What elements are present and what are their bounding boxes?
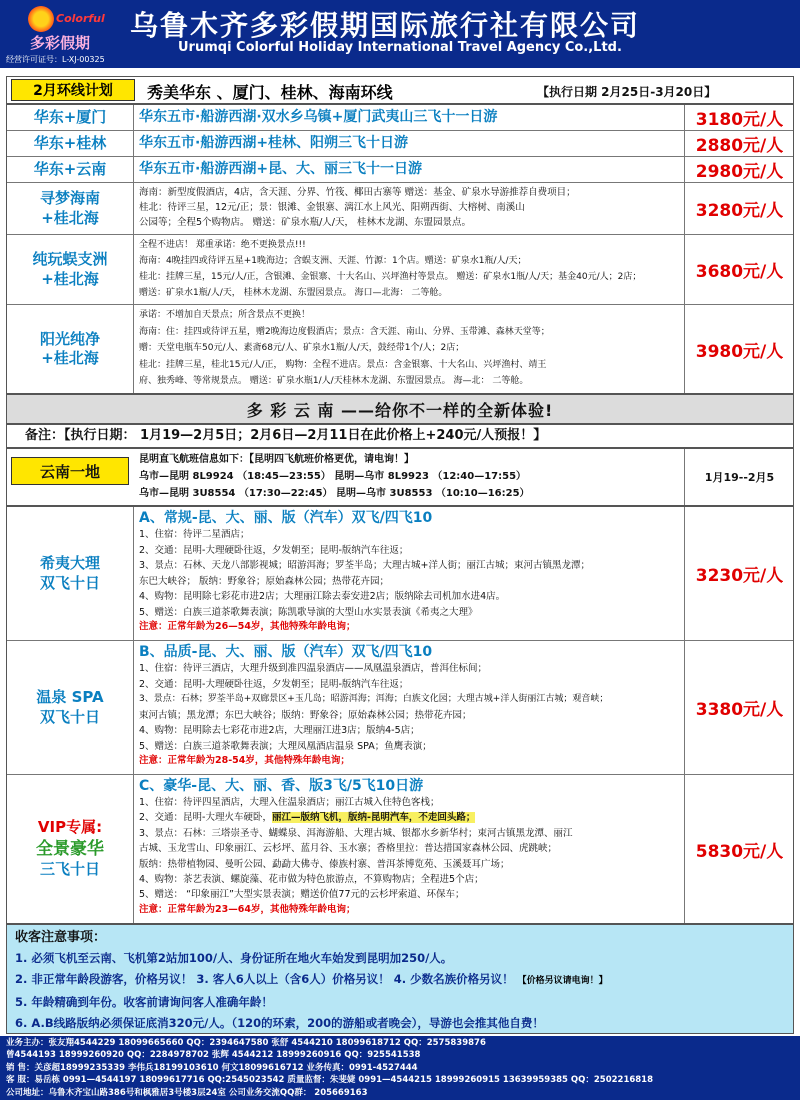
yunnan-one-tag: 云南一地 — [11, 457, 129, 485]
package-line: 承诺：不增加自天景点；所含景点不更换！ — [139, 310, 311, 320]
company-logo — [10, 4, 120, 50]
notice-line: 1. 必须飞机至云南、飞机第2站加100/人、身份证所在地火车始发到昆明加250/人。 — [15, 951, 453, 965]
package-line: 赠：天堂电瓶车50元/人、素斋68元/人、矿泉水1瓶/人/天，鼓经带1个/人；2店； — [139, 343, 465, 353]
age-note: 注意：正常年龄为26—54岁，其他特殊年龄电询； — [139, 620, 680, 634]
package-line: 1、住宿：待评二星酒店； — [139, 529, 250, 540]
route-desc: 华东五市·船游西湖+昆、大、丽三飞十一日游 — [139, 161, 423, 177]
brand-en: Colorful — [56, 12, 105, 25]
package-title: A、常规-昆、大、丽、版（汽车）双飞/四飞10 — [139, 510, 433, 526]
package-line: 1、住宿：待评三酒店，大理升级到准四温泉酒店——凤凰温泉酒店，普洱住标间； — [139, 663, 488, 674]
package-line: 2、交通：昆明-大理火车硬卧，丽江—版纳飞机，版纳-昆明汽车，不走回头路； — [139, 812, 476, 824]
package-line: 4、购物：昆明除去七彩花市进2店，大理丽江进3店；版纳4-5店； — [139, 725, 420, 736]
package-name: VIP专属: 全景豪华 三飞十日 — [7, 775, 134, 923]
age-note: 注意：正常年龄为28-54岁，其他特殊年龄电询； — [139, 754, 680, 768]
yunnan-banner: 多 彩 云 南 ——给你不一样的全新体验! — [6, 394, 794, 424]
package-name: 纯玩蜈支洲 +桂北海 — [7, 235, 134, 304]
route-name: 华东+桂林 — [7, 131, 134, 156]
route-table — [6, 104, 794, 394]
package-line: 束河古镇；黑龙潭；东巴大峡谷；版纳：野象谷；原始森林公园；热带花卉园； — [139, 709, 472, 721]
notice-line: 5. 年龄精确到年份。收客前请询问客人准确年龄！ — [15, 995, 273, 1009]
table-row — [7, 235, 793, 305]
package-line: 海南：新型度假酒店，4店，含天涯、分界、竹筏、椰田古寨等 赠送：基金、矿泉水导游推荐自费项目； — [139, 187, 576, 198]
flight-date: 1月19--2月5 — [704, 471, 775, 484]
age-note: 注意：正常年龄为23—64岁，其他特殊年龄电询； — [139, 903, 680, 917]
header — [0, 0, 800, 68]
footer-line: 销 售：关彦超18999235339 李伟兵18199103610 何文18099616712 业务传真：0991-4527444 — [6, 1062, 418, 1073]
route-name: 华东+云南 — [7, 157, 134, 182]
table-row — [7, 105, 793, 131]
flight-info — [135, 449, 685, 505]
route-price: 2880元/人 — [695, 136, 784, 156]
table-row — [7, 131, 793, 157]
route-name: 华东+厦门 — [7, 105, 134, 130]
package-line: 5、赠送：白族三道茶歌舞表演；大理凤凰酒店温泉 SPA；鱼鹰表演； — [139, 740, 432, 752]
notice-line: 6. A.B线路版纳必须保证底消320元/人。（120的环索，200的游船或者晚会），导游也会推其他自费！ — [15, 1016, 544, 1030]
package-line: 海南：住：挂四或待评五星，赠2晚海边度假酒店；景点：含天涯、南山、分界、玉带滩、森林天堂等； — [139, 326, 550, 337]
feb-plan-date: 【执行日期 2月25日-3月20日】 — [537, 85, 717, 99]
package-line: 5、赠送：白族三道茶歌舞表演；陈凯歌导演的大型山水实景表演《希夷之大理》 — [139, 606, 478, 618]
feb-plan-title: 秀美华东 、厦门、桂林、海南环线 — [147, 83, 393, 102]
feb-plan-bar — [6, 76, 794, 104]
route-price: 3180元/人 — [695, 110, 784, 130]
package-line: 版纳：热带植物园、曼听公园、勐勐大佛寺、傣族村寨、普洱茶博览苑、玉溪聂耳广场； — [139, 858, 510, 870]
route-desc: 华东五市·船游西湖+桂林、阳朔三飞十日游 — [139, 135, 409, 151]
package-line: 桂北：挂牌三星，15元/人/正，含银滩、金银寨、十大名山、兴坪渔村等景点。 赠送：矿泉水1瓶/人/天；基金40元/人；2店； — [139, 272, 642, 282]
package-line: 桂北：挂牌三星，桂北15元/人/正， 购物：全程不进店。景点：含金银寨、十大名山、兴坪渔村、靖王 — [139, 359, 547, 370]
package-line: 3、景点：石林：三塔崇圣寺、蝴蝶泉、洱海游船、大理古城、银都水乡新华村；束河古镇黑龙潭、丽江 — [139, 827, 573, 839]
package-name: 希夷大理 双飞十日 — [7, 507, 134, 640]
package-line: 古城、玉龙雪山、印象丽江、云杉坪、蓝月谷、玉水寨；香格里拉：普达措国家森林公园、虎跳峡； — [139, 843, 558, 855]
package-price: 3980元/人 — [695, 341, 784, 362]
yunnan-remark: 备注：【执行日期： 1月19—2月5日；2月6日—2月11日在此价格上+240元/人预报！】 — [6, 424, 794, 448]
package-line: 公园等；全程5个购物店。 赠送：矿泉水瓶/人/天， 桂林木龙湖、东盟园景点。 — [139, 217, 471, 228]
feb-plan-tag: 2月环线计划 — [11, 79, 135, 101]
package-line: 海南：4晚挂四或待评五星+1晚海边；含蜈支洲、天涯、竹源：1个店。赠送：矿泉水1瓶/人/天； — [139, 256, 527, 266]
footer-contacts — [0, 1036, 800, 1100]
package-name: 寻梦海南 +桂北海 — [7, 183, 134, 234]
package-line: 2、交通：昆明-大理硬卧往返，夕发朝至；昆明-版纳汽车往返； — [139, 544, 409, 556]
company-title-en: Urumqi Colorful Holiday International Travel Agency Co.,Ltd. — [178, 40, 622, 55]
yunnan-flight-block — [6, 448, 794, 506]
notice-line: 2. 非正常年龄段游客，价格另议！ 3. 客人6人以上（含6人）价格另议！ 4. 少数名族价格另议！ 【价格另议请电询！】 — [15, 972, 608, 986]
notice-box — [6, 924, 794, 1034]
yunnan-packages — [6, 506, 794, 924]
package-price: 3280元/人 — [695, 201, 784, 221]
package-line: 府、独秀峰、等常规景点。 赠送：矿泉水瓶1/人/天桂林木龙湖、东盟园景点。 海—北： 二等舱。 — [139, 376, 529, 386]
license-number: 经营许可证号：L-XJ-00325 — [6, 55, 105, 64]
footer-line: 客 服：易岳栋 0991—4544197 18099617716 QQ:2545023542 质量监督：朱斐婕 0991—4544215 18999260915 13639959385 QQ：2502216818 — [6, 1075, 654, 1086]
footer-line: 曾4544193 18999260920 QQ：2284978702 张辉 4544212 18999260916 QQ：925541538 — [6, 1050, 421, 1061]
flight-line: 乌市—昆明 3U8554 （17:30—22:45） 昆明—乌市 3U8553 （10:10—16:25） — [139, 488, 530, 499]
package-line: 3、景点：石林、天龙八部影视城；昭游洱海；罗荃半岛；大理古城+洋人街；丽江古城；束河古镇黑龙潭； — [139, 560, 591, 571]
footer-line: 公司地址：乌鲁木齐宝山路386号和枫雅居3号楼3层24室 公司业务交流QQ群： 205669163 — [6, 1087, 368, 1098]
package-price: 5830元/人 — [695, 841, 784, 862]
table-row — [7, 507, 793, 641]
route-desc: 华东五市·船游西湖·双水乡乌镇+厦门武夷山三飞十一日游 — [139, 109, 498, 125]
package-title: B、品质-昆、大、丽、版（汽车）双飞/四飞10 — [139, 644, 433, 660]
package-line: 桂北：待评三星，12元/正；景：银滩、金银寨、漓江水上风光、阳朔西街、大榕树、南溪山 — [139, 202, 525, 213]
package-line: 赠送：矿泉水1瓶/人/天， 桂林木龙湖、东盟园景点。 海口—北海： 二等舱。 — [139, 288, 448, 298]
table-row — [7, 183, 793, 235]
table-row — [7, 775, 793, 923]
package-name: 温泉 SPA 双飞十日 — [7, 641, 134, 774]
package-price: 3380元/人 — [695, 700, 784, 720]
notice-title: 收客注意事项： — [15, 930, 107, 945]
brand-cn: 多彩假期 — [30, 34, 91, 52]
package-name: 阳光纯净 +桂北海 — [7, 305, 134, 393]
package-line: 3、景点：石林；罗荃半岛+双廊景区+玉几岛；昭游洱海；洱海；白族文化园；大理古城+洋人街丽江古城；观音峡； — [139, 694, 609, 704]
package-line: 5、赠送： “印象丽江”大型实景表演；赠送价值77元的云杉坪索道、环保车； — [139, 889, 465, 901]
route-price: 2980元/人 — [695, 162, 784, 182]
table-row — [7, 157, 793, 183]
package-price: 3230元/人 — [695, 566, 784, 586]
package-line: 4、购物：昆明除七彩花市进2店；大理丽江除去泰安进2店；版纳除去司机加水进4店。 — [139, 591, 506, 602]
company-title-cn: 乌鲁木齐多彩假期国际旅行社有限公司 — [130, 9, 641, 42]
highlight-text: 丽江—版纳飞机，版纳-昆明汽车，不走回头路； — [271, 812, 476, 824]
table-row — [7, 641, 793, 775]
package-price: 3680元/人 — [695, 262, 784, 282]
flight-title: 昆明直飞航班信息如下：【昆明四飞航班价格更优，请电询！】 — [139, 454, 414, 465]
footer-line: 业务主办：张友翔4544229 18099665660 QQ：2394647580 张舒 4544210 18099618712 QQ：2575839876 — [6, 1038, 486, 1048]
package-line: 1、住宿：待评四星酒店，大理入住温泉酒店；丽江古城入住特色客栈； — [139, 797, 440, 808]
sun-icon — [28, 6, 54, 32]
package-line: 东巴大峡谷； 版纳：野象谷；原始森林公园；热带花卉园； — [139, 575, 390, 587]
flight-line: 乌市—昆明 8L9924 （18:45—23:55） 昆明—乌市 8L9923 （12:40—17:55） — [139, 471, 527, 482]
package-title: C、豪华-昆、大、丽、香、版3飞/5飞10日游 — [139, 778, 424, 794]
package-line: 4、购物：茶艺表演、螺旋藻、花市做为特色旅游点，不算购物店；全程进5个店； — [139, 874, 484, 886]
package-line: 全程不进店！ 郑重承诺：绝不更换景点!!! — [139, 240, 306, 250]
package-line: 2、交通：昆明-大理硬卧往返，夕发朝至；昆明-版纳汽车往返； — [139, 678, 409, 690]
table-row — [7, 305, 793, 393]
